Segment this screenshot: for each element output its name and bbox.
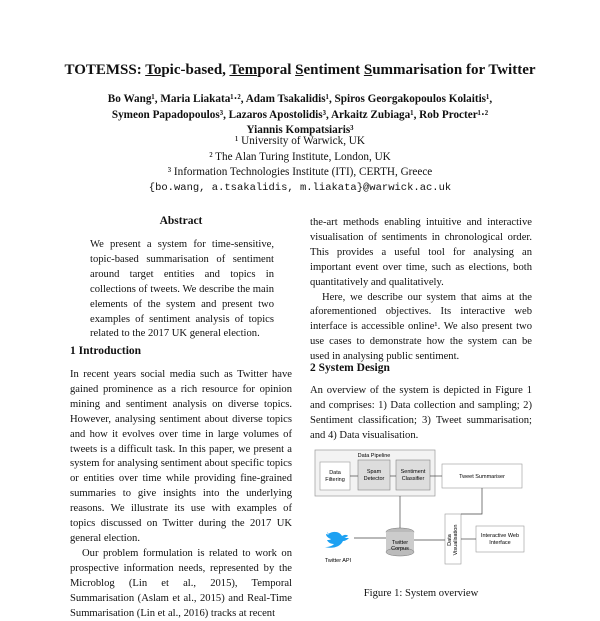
filtering-label: Filtering bbox=[325, 477, 345, 483]
corpus-label: Corpus bbox=[391, 546, 409, 552]
corpus-label: Twitter bbox=[391, 540, 409, 546]
author-emails: {bo.wang, a.tsakalidis, m.liakata}@warwick.ac.uk bbox=[148, 181, 452, 194]
author-list bbox=[60, 92, 540, 139]
abstract-text: We present a system for time-sensitive, topic-based summarisation of sentiment around target entities and topics in collections of tweets. We describe the main elements of the system and present two examples of sentiment analysis of topics related to the 2017 UK general election. bbox=[90, 239, 274, 340]
twitter-bird-icon bbox=[325, 532, 349, 548]
paragraph: In recent years social media such as Twitter have gained prominence as a rich resource for opinion mining and sentiment analysis on diverse topics. However, analysing sentiment about diverse topics and how it evolves over time in large volumes of tweets is a difficult task. In this paper, we present a system for analysing sentiment about specific topics or entities over time while providing fine-grained summaries to give insights into the underlying reasons. We illustrate its use with examples of topics discussed on Twitter during the 2017 UK general election. bbox=[70, 369, 292, 544]
authors-line: Yiannis Kompatsiaris³ bbox=[246, 124, 354, 136]
section-1-heading: 1 Introduction bbox=[70, 345, 142, 357]
abstract-heading: Abstract bbox=[159, 215, 203, 227]
section-2-heading: 2 System Design bbox=[310, 362, 390, 374]
authors-line: Symeon Papadopoulos³, Lazaros Apostolidis³, Arkaitz Zubiaga¹, Rob Procter¹·² bbox=[111, 108, 489, 121]
figure-caption: Figure 1: System overview bbox=[363, 588, 479, 599]
filtering-label: Data bbox=[329, 470, 341, 476]
paper-title: TOTEMSS: Topic-based, Temporal Sentiment Summarisation for Twitter bbox=[64, 62, 536, 78]
sentiment-label: Sentiment bbox=[400, 469, 426, 475]
pipeline-label: Data Pipeline bbox=[357, 453, 391, 459]
spam-label: Spam bbox=[366, 469, 382, 475]
affiliation: ³ Information Technologies Institute (ITI), CERTH, Greece bbox=[167, 166, 433, 178]
section-2-body: An overview of the system is depicted in Figure 1 and comprises: 1) Data collection and sampling; 2) Sentiment classification; 3) Tweet summarisation; and 4) Data visualisation. bbox=[310, 385, 532, 441]
sentiment-label: Classifier bbox=[401, 476, 425, 482]
authors-line: Bo Wang¹, Maria Liakata¹·², Adam Tsakalidis¹, Spiros Georgakopoulos Kolaitis¹, bbox=[107, 93, 493, 105]
affiliation: ² The Alan Turing Institute, London, UK bbox=[209, 150, 391, 163]
paragraph: the-art methods enabling intuitive and interactive visualisation of sentiments in chronological order. This provides a useful tool for analysing an important event over time, such as elections, both quantitatively and qualitatively. bbox=[310, 217, 532, 288]
spam-label: Detector bbox=[363, 476, 385, 482]
paragraph: Here, we describe our system that aims at the aforementioned objectives. Its interactive web interface is accessible online¹. We also present two use cases to demonstrate how the system can be used in analysing public sentiment. bbox=[310, 291, 532, 363]
right-column-intro bbox=[310, 216, 532, 365]
visualisation-label: Data bbox=[447, 534, 453, 546]
twitter-api-label: Twitter API bbox=[324, 558, 352, 564]
web-label: Interactive Web bbox=[480, 533, 520, 539]
affiliation: ¹ University of Warwick, UK bbox=[235, 135, 365, 147]
summariser-label: Tweet Summariser bbox=[459, 474, 505, 480]
web-label: Interface bbox=[489, 540, 511, 546]
system-overview-figure bbox=[314, 446, 528, 586]
affiliations bbox=[60, 134, 540, 196]
visualisation-label: Visualisation bbox=[453, 524, 459, 556]
section-1-body bbox=[70, 368, 292, 621]
paragraph: Our problem formulation is related to work on prospective information needs, represented by the Microblog (Lin et al., 2015), Temporal Summarisation (Aslam et al., 2015) and Real-Time Summarisation (Lin et al., 2016) tracks at recent bbox=[70, 547, 292, 619]
